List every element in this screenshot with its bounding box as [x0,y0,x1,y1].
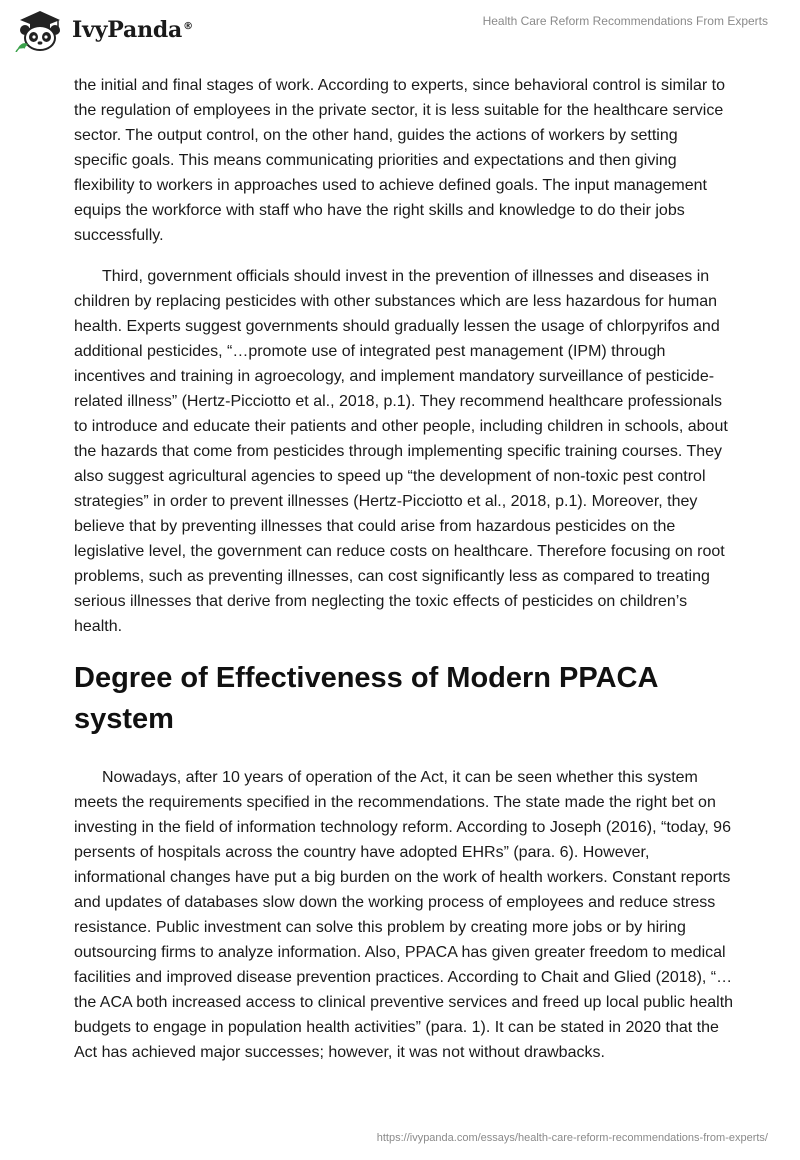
paragraph-effectiveness: Nowadays, after 10 years of operation of the Act, it can be seen whether this system meets the requirements specified in the recommendations. The state made the right bet on investing in the field of information technology reform. According to Joseph (2016), “today, 96 persents of hospitals across the country have adopted EHRs” (para. 6). However, informational changes have put a big burden on the work of health workers. Constant reports and updates of databases slow down the working process of employees and reduce stress resistance. Public investment can solve this problem by creating more jobs or by hiring outsourcing firms to analyze information. Also, PPACA has given greater freedom to medical facilities and improved disease prevention practices. According to Chait and Glied (2018), “…the ACA both increased access to clinical preventive services and freed up local public health budgets to engage in population health activities” (para. 1). It can be stated in 2020 that the Act has achieved major successes; however, it was not without drawbacks. [74,769,734,1061]
panda-graduate-icon [14,8,66,52]
section-heading: Degree of Effectiveness of Modern PPACA system [74,662,658,735]
brand-name: IvyPanda® [72,17,193,43]
ivypanda-logo[interactable] [14,8,193,52]
paragraph-pesticides: Third, government officials should invest in the prevention of illnesses and diseases in children by replacing pesticides with other substances which are less hazardous for human health. Experts suggest governments should gradually lessen the usage of chlorpyrifos and additional pesticides, “…promote use of integrated pest management (IPM) through incentives and training in agroecology, and implement mandatory surveillance of pesticide-related illness” (Hertz-Picciotto et al., 2018, p.1). They recommend healthcare professionals to introduce and educate their patients and other people, including children in schools, about the hazards that come from pesticides through implementing specific training courses. They also suggest agricultural agencies to speed up “the development of non-toxic pest control strategies” in order to prevent illnesses (Hertz-Picciotto et al., 2018, p.1). Moreover, they believe that by preventing illnesses that could arise from hazardous pesticides on the legislative level, the government can reduce costs on healthcare. Therefore focusing on root problems, such as preventing illnesses, can cost significantly less as compared to treating serious illnesses that derive from neglecting the toxic effects of pesticides on children’s health. [74,268,728,635]
page-header [0,0,800,62]
document-title: Health Care Reform Recommendations From Experts [482,14,768,28]
paragraph-controls: the initial and final stages of work. According to experts, since behavioral control is similar to the regulation of employees in the private sector, it is less suitable for the healthcare service sector. The output control, on the other hand, guides the actions of workers by setting specific goals. This means communicating priorities and expectations and then giving flexibility to workers in approaches used to achieve defined goals. The input management equips the workforce with staff who have the right skills and knowledge to do their jobs successfully. [74,77,725,244]
essay-body [74,73,734,1065]
source-url[interactable]: https://ivypanda.com/essays/health-care-reform-recommendations-from-experts/ [376,1132,768,1144]
